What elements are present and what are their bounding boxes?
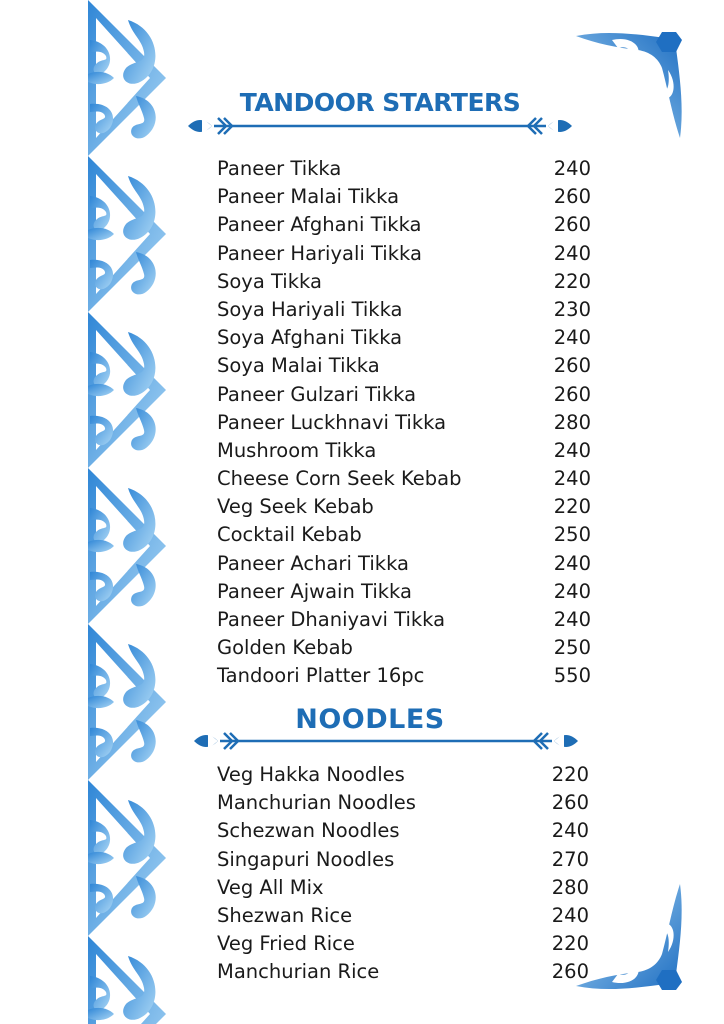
menu-item [217,240,591,268]
menu-item-name: Soya Tikka [217,269,322,293]
menu-item-price: 260 [551,960,589,984]
menu-item-price: 260 [553,213,591,237]
menu-item-name: Paneer Achari Tikka [217,551,409,575]
menu-item-name: Paneer Afghani Tikka [217,213,422,237]
menu-item-name: Paneer Ajwain Tikka [217,579,412,603]
menu-item-name: Manchurian Rice [217,960,380,984]
menu-item-price: 240 [553,438,591,462]
menu-item [217,211,591,239]
menu-item-price: 220 [553,269,591,293]
menu-item-price: 550 [553,664,591,688]
menu-item-name: Mushroom Tikka [217,438,377,462]
menu-item-name: Schezwan Noodles [217,819,400,843]
menu-item-name: Cocktail Kebab [217,523,362,547]
menu-item-price: 240 [553,326,591,350]
left-ornamental-border [88,0,166,1024]
menu-item-price: 220 [551,763,589,786]
section-divider-ornament [188,116,572,136]
menu-item-name: Paneer Tikka [217,157,342,180]
section-title-tandoor-starters: TANDOOR STARTERS [239,88,521,117]
menu-item-price: 240 [551,819,589,843]
menu-item [217,155,591,183]
menu-item-price: 250 [553,636,591,660]
menu-item-price: 250 [553,523,591,547]
menu-item [217,578,591,606]
menu-item [217,606,591,634]
menu-list-tandoor-starters [217,155,591,691]
menu-item-price: 220 [551,932,589,956]
menu-item-price: 240 [553,579,591,603]
menu-item [217,409,591,437]
menu-item [217,437,591,465]
menu-item-name: Paneer Dhaniyavi Tikka [217,608,446,631]
menu-item [217,846,589,874]
menu-item-name: Paneer Hariyali Tikka [217,241,422,265]
menu-item-name: Shezwan Rice [217,903,353,927]
menu-item [217,521,591,549]
menu-item [217,874,589,902]
menu-item-price: 260 [553,354,591,378]
menu-item-name: Soya Afghani Tikka [217,326,403,350]
section-title-noodles: NOODLES [295,704,445,735]
menu-item-price: 240 [553,467,591,491]
menu-item-name: Tandoori Platter 16pc [217,664,425,688]
menu-item-price: 260 [553,185,591,209]
menu-item-name: Soya Malai Tikka [217,354,380,378]
menu-item [217,634,591,662]
menu-item [217,493,591,521]
menu-item-name: Paneer Gulzari Tikka [217,382,417,406]
menu-item-name: Veg Seek Kebab [217,495,374,519]
menu-item [217,958,589,986]
menu-item-name: Singapuri Noodles [217,847,395,871]
menu-item [217,296,591,324]
menu-item-name: Cheese Corn Seek Kebab [217,467,462,491]
menu-item-name: Golden Kebab [217,636,353,660]
section-divider-ornament [194,731,578,751]
menu-item [217,662,591,690]
menu-item-price: 280 [551,875,589,899]
menu-item-name: Manchurian Noodles [217,791,416,815]
menu-item [217,550,591,578]
menu-item-name: Veg All Mix [217,875,324,899]
menu-item-price: 240 [553,241,591,265]
menu-item-name: Veg Hakka Noodles [217,763,405,786]
menu-item-price: 240 [551,903,589,927]
menu-item-price: 230 [553,297,591,321]
menu-item [217,381,591,409]
menu-item [217,902,589,930]
menu-item [217,817,589,845]
menu-item [217,465,591,493]
menu-item-price: 260 [553,382,591,406]
menu-item [217,324,591,352]
menu-item [217,789,589,817]
menu-item-name: Soya Hariyali Tikka [217,297,403,321]
menu-item [217,761,589,789]
menu-item-name: Veg Fried Rice [217,932,355,956]
menu-item-price: 240 [553,608,591,631]
menu-item-price: 270 [551,847,589,871]
menu-item [217,352,591,380]
menu-item-name: Paneer Malai Tikka [217,185,400,209]
menu-item [217,930,589,958]
menu-list-noodles [217,761,589,987]
menu-item-name: Paneer Luckhnavi Tikka [217,410,447,434]
menu-item-price: 260 [551,791,589,815]
menu-item-price: 240 [553,551,591,575]
corner-ornament-top-right [576,30,684,138]
menu-item-price: 220 [553,495,591,519]
corner-ornament-bottom-right [576,884,684,992]
menu-item-price: 280 [553,410,591,434]
menu-item [217,268,591,296]
menu-item [217,183,591,211]
menu-item-price: 240 [553,157,591,180]
